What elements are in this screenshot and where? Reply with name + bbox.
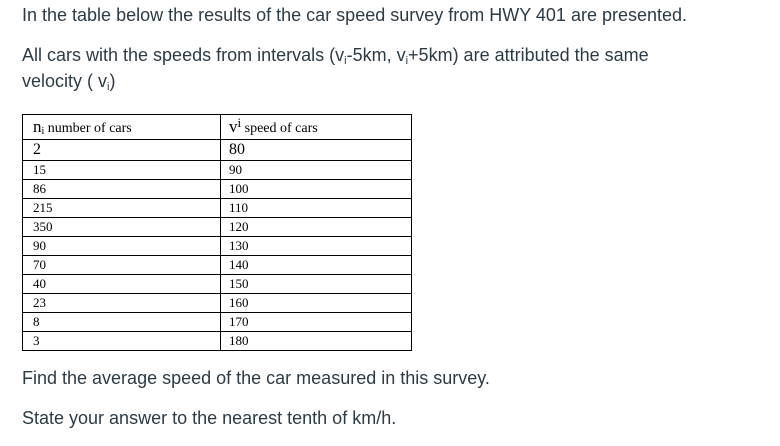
cell-speed: 90 bbox=[221, 161, 412, 180]
cell-number-of-cars: 3 bbox=[23, 332, 221, 351]
cell-speed: 180 bbox=[221, 332, 412, 351]
symbol-n: n bbox=[33, 117, 42, 136]
instruction-text: State your answer to the nearest tenth of km/h. bbox=[22, 408, 397, 428]
cell-number-of-cars: 215 bbox=[23, 199, 221, 218]
cell-number-of-cars: 15 bbox=[23, 161, 221, 180]
cell-number-of-cars: 90 bbox=[23, 237, 221, 256]
cell-number-of-cars: 8 bbox=[23, 313, 221, 332]
intro-line-2-part-b: -5km, v bbox=[346, 45, 406, 65]
table-header-row bbox=[23, 115, 412, 140]
subscript-i: i bbox=[344, 55, 347, 67]
cell-speed: 120 bbox=[221, 218, 412, 237]
table-row bbox=[23, 180, 412, 199]
question-text: Find the average speed of the car measured in this survey. bbox=[22, 368, 490, 388]
cell-speed: 100 bbox=[221, 180, 412, 199]
table-row bbox=[23, 237, 412, 256]
header-speed-of-cars bbox=[221, 115, 412, 140]
cell-number-of-cars: 40 bbox=[23, 275, 221, 294]
survey-table bbox=[22, 114, 412, 351]
cell-speed: 170 bbox=[221, 313, 412, 332]
symbol-v-superscript: i bbox=[237, 115, 242, 130]
intro-line-3-part-a: velocity ( v bbox=[22, 71, 108, 91]
intro-line-3 bbox=[22, 68, 115, 94]
symbol-v: v bbox=[229, 117, 238, 136]
subscript-i: i bbox=[405, 55, 409, 67]
cell-number-of-cars: 2 bbox=[23, 140, 221, 161]
intro-line-2 bbox=[22, 42, 649, 68]
table-row bbox=[23, 218, 412, 237]
cell-number-of-cars: 70 bbox=[23, 256, 221, 275]
symbol-n-subscript: i bbox=[41, 126, 45, 137]
cell-speed: 150 bbox=[221, 275, 412, 294]
table-row bbox=[23, 332, 412, 351]
cell-speed: 130 bbox=[221, 237, 412, 256]
cell-number-of-cars: 86 bbox=[23, 180, 221, 199]
intro-line-3-part-b: ) bbox=[109, 71, 116, 91]
cell-speed: 160 bbox=[221, 294, 412, 313]
table-row bbox=[23, 275, 412, 294]
table-row bbox=[23, 199, 412, 218]
cell-number-of-cars: 23 bbox=[23, 294, 221, 313]
intro-line-2-part-a: All cars with the speeds from intervals (v bbox=[22, 45, 345, 65]
cell-speed: 140 bbox=[221, 256, 412, 275]
header-number-of-cars-label: number of cars bbox=[44, 121, 132, 136]
subscript-i: i bbox=[107, 81, 110, 93]
intro-line-1: In the table below the results of the car speed survey from HWY 401 are presented. bbox=[22, 5, 688, 25]
header-number-of-cars bbox=[23, 115, 221, 140]
intro-line-2-part-c: +5km) are attributed the same bbox=[408, 45, 649, 65]
cell-number-of-cars: 350 bbox=[23, 218, 221, 237]
table-row bbox=[23, 256, 412, 275]
table-row bbox=[23, 313, 412, 332]
cell-speed: 80 bbox=[221, 140, 412, 161]
table-row bbox=[23, 140, 412, 161]
table-row bbox=[23, 294, 412, 313]
cell-speed: 110 bbox=[221, 199, 412, 218]
table-row bbox=[23, 161, 412, 180]
header-speed-of-cars-label: speed of cars bbox=[241, 121, 318, 136]
